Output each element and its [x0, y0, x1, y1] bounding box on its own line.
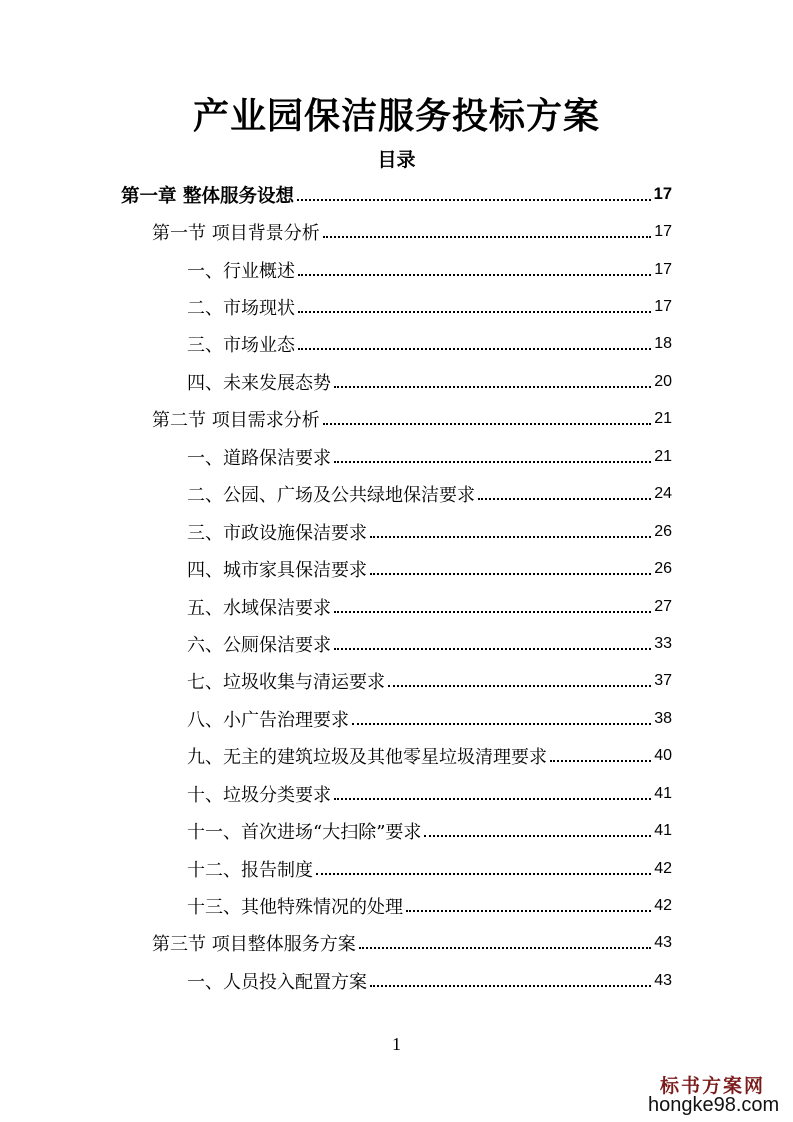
toc-entry-title: 十、垃圾分类要求 — [187, 784, 331, 806]
dot-leader — [478, 498, 651, 500]
toc-subsection-entry[interactable] — [0, 550, 793, 587]
dot-leader — [424, 835, 651, 837]
toc-entry-title: 四、城市家具保洁要求 — [187, 560, 367, 582]
toc-entry-page: 17 — [653, 185, 672, 204]
toc-entry-page: 41 — [654, 784, 672, 802]
toc-entry-title: 第一章 整体服务设想 — [121, 185, 294, 207]
toc-subsection-entry[interactable] — [0, 625, 793, 662]
dot-leader — [370, 985, 651, 987]
table-of-contents — [0, 176, 793, 1000]
document-title: 产业园保洁服务投标方案 — [192, 96, 600, 137]
toc-subsection-entry[interactable] — [0, 700, 793, 737]
dot-leader — [352, 723, 651, 725]
toc-entry-title: 第一节 项目背景分析 — [152, 223, 320, 245]
watermark-url: hongke98.com — [648, 1094, 780, 1116]
toc-entry-title: 二、市场现状 — [187, 298, 295, 320]
dot-leader — [550, 760, 651, 762]
toc-entry-page: 26 — [654, 522, 672, 540]
dot-leader — [316, 873, 651, 875]
dot-leader — [323, 423, 651, 425]
toc-subsection-entry[interactable] — [0, 251, 793, 288]
toc-subsection-entry[interactable] — [0, 326, 793, 363]
toc-entry-page: 27 — [654, 597, 672, 615]
toc-entry-title: 三、市政设施保洁要求 — [187, 522, 367, 544]
toc-entry-page: 20 — [654, 372, 672, 390]
dot-leader — [370, 536, 651, 538]
toc-entry-title: 一、人员投入配置方案 — [187, 971, 367, 993]
dot-leader — [297, 199, 651, 201]
toc-entry-page: 17 — [654, 260, 672, 278]
dot-leader — [334, 648, 651, 650]
toc-entry-page: 18 — [654, 335, 672, 353]
toc-entry-title: 十一、首次进场“大扫除”要求 — [187, 822, 422, 844]
dot-leader — [334, 611, 651, 613]
toc-subsection-entry[interactable] — [0, 812, 793, 849]
dot-leader — [388, 685, 651, 687]
toc-entry-title: 八、小广告治理要求 — [187, 709, 349, 731]
toc-entry-title: 七、垃圾收集与清运要求 — [187, 672, 385, 694]
toc-section-entry[interactable] — [0, 925, 793, 962]
toc-entry-title: 一、行业概述 — [187, 260, 295, 282]
toc-entry-title: 二、公园、广场及公共绿地保洁要求 — [187, 485, 475, 507]
toc-entry-page: 38 — [654, 709, 672, 727]
toc-entry-title: 四、未来发展态势 — [187, 372, 331, 394]
dot-leader — [334, 798, 651, 800]
toc-entry-page: 21 — [654, 410, 672, 428]
toc-entry-title: 第二节 项目需求分析 — [152, 410, 320, 432]
toc-entry-page: 40 — [654, 747, 672, 765]
toc-subsection-entry[interactable] — [0, 887, 793, 924]
page-number: 1 — [392, 1034, 401, 1054]
toc-entry-title: 十二、报告制度 — [187, 859, 313, 881]
dot-leader — [298, 311, 651, 313]
toc-subsection-entry[interactable] — [0, 438, 793, 475]
toc-entry-page: 26 — [654, 560, 672, 578]
toc-entry-title: 五、水域保洁要求 — [187, 597, 331, 619]
toc-entry-page: 24 — [654, 485, 672, 503]
toc-entry-page: 17 — [654, 298, 672, 316]
toc-entry-page: 41 — [654, 822, 672, 840]
toc-entry-page: 37 — [654, 672, 672, 690]
toc-entry-page: 21 — [654, 447, 672, 465]
toc-subsection-entry[interactable] — [0, 363, 793, 400]
toc-subsection-entry[interactable] — [0, 476, 793, 513]
toc-entry-page: 42 — [654, 859, 672, 877]
toc-subsection-entry[interactable] — [0, 962, 793, 999]
toc-subsection-entry[interactable] — [0, 850, 793, 887]
toc-chapter-entry[interactable] — [0, 176, 793, 213]
toc-subsection-entry[interactable] — [0, 775, 793, 812]
toc-entry-title: 第三节 项目整体服务方案 — [152, 934, 356, 956]
toc-entry-title: 六、公厕保洁要求 — [187, 634, 331, 656]
toc-entry-title: 三、市场业态 — [187, 335, 295, 357]
toc-subsection-entry[interactable] — [0, 738, 793, 775]
toc-section-entry[interactable] — [0, 213, 793, 250]
dot-leader — [298, 348, 651, 350]
watermark-name: 标书方案网 — [660, 1075, 766, 1097]
toc-subsection-entry[interactable] — [0, 588, 793, 625]
toc-entry-page: 43 — [654, 971, 672, 989]
toc-entry-page: 42 — [654, 897, 672, 915]
dot-leader — [334, 461, 651, 463]
dot-leader — [334, 386, 651, 388]
dot-leader — [406, 910, 651, 912]
dot-leader — [298, 274, 651, 276]
toc-section-entry[interactable] — [0, 401, 793, 438]
dot-leader — [323, 236, 651, 238]
toc-entry-page: 17 — [654, 223, 672, 241]
dot-leader — [370, 573, 651, 575]
dot-leader — [359, 947, 651, 949]
toc-entry-page: 43 — [654, 934, 672, 952]
toc-entry-title: 一、道路保洁要求 — [187, 447, 331, 469]
toc-heading: 目录 — [377, 149, 416, 171]
toc-subsection-entry[interactable] — [0, 663, 793, 700]
toc-subsection-entry[interactable] — [0, 288, 793, 325]
toc-entry-title: 十三、其他特殊情况的处理 — [187, 897, 403, 919]
toc-subsection-entry[interactable] — [0, 513, 793, 550]
toc-entry-title: 九、无主的建筑垃圾及其他零星垃圾清理要求 — [187, 747, 547, 769]
toc-entry-page: 33 — [654, 634, 672, 652]
